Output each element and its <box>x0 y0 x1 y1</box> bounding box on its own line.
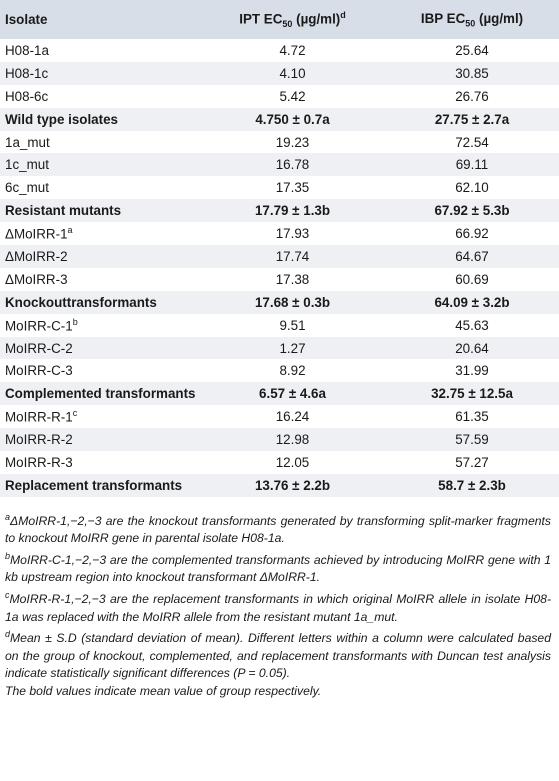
isolate-name: Complemented transformants <box>5 386 196 402</box>
cell-ipt-ec50: 5.42 <box>279 88 306 104</box>
header-ipt <box>200 0 385 39</box>
cell-isolate <box>0 451 200 474</box>
cell-ibp-ec50: 32.75 ± 12.5a <box>431 386 513 402</box>
footnote-mark: a <box>5 511 11 522</box>
cell-isolate <box>0 291 200 314</box>
footnote <box>5 683 551 701</box>
table-row <box>0 222 559 245</box>
cell-ipt-ec50: 1.27 <box>279 340 306 356</box>
cell-isolate <box>0 222 200 245</box>
table-row <box>0 245 559 268</box>
cell-isolate <box>0 199 200 222</box>
table-row <box>0 85 559 108</box>
cell-ipt-ec50: 17.74 <box>275 248 310 264</box>
footnote-mark: b <box>5 550 11 561</box>
cell-ipt-ec50: 12.98 <box>275 432 310 448</box>
table-row <box>0 451 559 474</box>
isolate-name: 1c_mut <box>5 157 49 173</box>
footnote <box>5 587 551 626</box>
cell-ibp-ec50: 69.11 <box>455 157 489 173</box>
cell-ipt-ec50: 12.05 <box>275 454 310 470</box>
footnote-mark: c <box>5 589 10 600</box>
cell-ibp-ec50: 72.54 <box>455 134 489 150</box>
cell-isolate <box>0 474 200 497</box>
isolate-name: MoIRR-R-3 <box>5 454 73 470</box>
cell-ibp-ec50: 61.35 <box>455 409 489 425</box>
cell-isolate <box>0 108 200 131</box>
table-row <box>0 428 559 451</box>
cell-ipt-ec50: 4.10 <box>279 65 306 81</box>
isolate-name: MoIRR-C-3 <box>5 363 73 379</box>
cell-isolate <box>0 131 200 154</box>
table-row <box>0 62 559 85</box>
table-row <box>0 131 559 154</box>
header-ibp <box>385 0 559 39</box>
header-ibp-unit: (µg/ml) <box>475 10 524 26</box>
table-row <box>0 337 559 360</box>
cell-isolate <box>0 359 200 382</box>
isolate-name: Resistant mutants <box>5 203 122 219</box>
footnote-text: MoIRR-C-1,−2,−3 are the complemented transformants achieved by introducing MoIRR gene with 1 kb upstream region into knockout transformant ΔMoIRR-1. <box>5 552 551 585</box>
table-row <box>0 153 559 176</box>
cell-ibp-ec50: 64.67 <box>455 248 489 264</box>
cell-isolate <box>0 85 200 108</box>
cell-isolate <box>0 428 200 451</box>
isolate-name: MoIRR-C-1 <box>5 318 73 334</box>
cell-ibp-ec50: 31.99 <box>455 363 489 379</box>
cell-ipt-ec50: 6.57 ± 4.6a <box>259 386 326 402</box>
cell-ipt-ec50: 17.68 ± 0.3b <box>254 294 331 310</box>
isolate-name: MoIRR-R-2 <box>5 432 73 448</box>
cell-ibp-ec50: 66.92 <box>455 226 489 242</box>
header-ipt-sub: 50 <box>282 19 293 30</box>
cell-ibp-ec50: 25.64 <box>455 42 489 58</box>
cell-ibp-ec50: 58.7 ± 2.3b <box>438 477 506 493</box>
isolate-name: MoIRR-R-1 <box>5 409 73 425</box>
cell-isolate <box>0 268 200 291</box>
isolate-name: Knockouttransformants <box>5 294 157 310</box>
footnote-text: Mean ± S.D (standard deviation of mean). Different letters within a column were calculated based on the group of knockout, complemented, and replacement transformants with Duncan test analysis indicate statistically significant differences (P = 0.05). <box>5 631 551 681</box>
cell-isolate <box>0 314 200 337</box>
footnote-text: MoIRR-R-1,−2,−3 are the replacement transformants in which original MoIRR allele in isolate H08-1a was replaced with the MoIRR allele from the resistant mutant 1a_mut. <box>5 592 551 624</box>
cell-ipt-ec50: 17.93 <box>275 226 310 242</box>
footnote-marker: b <box>72 316 78 327</box>
cell-ibp-ec50: 67.92 ± 5.3b <box>434 203 510 219</box>
isolate-name: ΔMoIRR-1 <box>5 226 68 242</box>
isolate-name: Replacement transformants <box>5 477 183 493</box>
cell-ipt-ec50: 17.38 <box>275 271 310 287</box>
cell-ibp-ec50: 26.76 <box>455 88 489 104</box>
table-row <box>0 405 559 428</box>
isolate-name: MoIRR-C-2 <box>5 340 73 356</box>
header-ipt-unit: (µg/ml) <box>292 11 341 27</box>
cell-ibp-ec50: 57.27 <box>455 454 489 470</box>
cell-isolate <box>0 62 200 85</box>
footnotes <box>0 497 559 700</box>
footnote <box>5 509 551 548</box>
isolate-name: H08-6c <box>5 88 49 104</box>
table-row <box>0 39 559 62</box>
isolate-name: 6c_mut <box>5 180 49 196</box>
isolate-name: ΔMoIRR-3 <box>5 271 68 287</box>
table-row <box>0 314 559 337</box>
cell-isolate <box>0 39 200 62</box>
cell-ibp-ec50: 45.63 <box>455 317 489 333</box>
footnote-text: ΔMoIRR-1,−2,−3 are the knockout transformants generated by transforming split-marker fragments to knockout MoIRR gene in parental isolate H08-1a. <box>5 513 551 546</box>
cell-ipt-ec50: 4.72 <box>279 42 306 58</box>
table-row-group-mean <box>0 291 559 314</box>
table-row-group-mean <box>0 108 559 131</box>
cell-isolate <box>0 337 200 360</box>
cell-isolate <box>0 405 200 428</box>
cell-ibp-ec50: 57.59 <box>455 432 489 448</box>
cell-ibp-ec50: 60.69 <box>455 271 489 287</box>
isolate-name: H08-1a <box>5 42 49 58</box>
cell-ibp-ec50: 64.09 ± 3.2b <box>434 294 510 310</box>
table-row <box>0 176 559 199</box>
cell-ibp-ec50: 62.10 <box>455 180 489 196</box>
cell-ipt-ec50: 8.92 <box>279 363 306 379</box>
header-ibp-label: IBP EC <box>420 10 466 26</box>
isolate-name: ΔMoIRR-2 <box>5 248 68 264</box>
table-row-group-mean <box>0 474 559 497</box>
cell-ipt-ec50: 19.23 <box>275 134 310 150</box>
footnote-marker: c <box>72 408 78 419</box>
cell-ibp-ec50: 20.64 <box>455 340 489 356</box>
cell-ibp-ec50: 27.75 ± 2.7a <box>434 111 510 127</box>
footnote-text: The bold values indicate mean value of group respectively. <box>5 683 322 698</box>
table-body <box>0 39 559 497</box>
table-row-group-mean <box>0 382 559 405</box>
isolate-name: 1a_mut <box>5 134 50 150</box>
footnote-marker: a <box>67 225 73 236</box>
isolate-name: H08-1c <box>5 65 49 81</box>
cell-ipt-ec50: 17.79 ± 1.3b <box>254 203 331 219</box>
table-header <box>0 0 559 39</box>
cell-isolate <box>0 176 200 199</box>
cell-ipt-ec50: 4.750 ± 0.7a <box>255 111 330 127</box>
cell-ipt-ec50: 13.76 ± 2.2b <box>254 477 331 493</box>
cell-ipt-ec50: 9.51 <box>279 317 306 333</box>
cell-ibp-ec50: 30.85 <box>455 65 489 81</box>
header-ipt-label: IPT EC <box>239 11 283 27</box>
header-isolate: Isolate <box>5 12 48 27</box>
isolate-name: Wild type isolates <box>5 111 118 127</box>
table-row <box>0 359 559 382</box>
footnote <box>5 548 551 587</box>
cell-isolate <box>0 153 200 176</box>
cell-isolate <box>0 382 200 405</box>
table-row-group-mean <box>0 199 559 222</box>
table-row <box>0 268 559 291</box>
cell-ipt-ec50: 16.24 <box>275 409 310 425</box>
cell-ipt-ec50: 17.35 <box>275 180 310 196</box>
header-ibp-sub: 50 <box>465 18 476 29</box>
footnote-mark: d <box>5 629 11 639</box>
header-ipt-sup: d <box>340 9 346 20</box>
cell-isolate <box>0 245 200 268</box>
footnote <box>5 626 551 683</box>
header-row <box>0 0 559 39</box>
cell-ipt-ec50: 16.78 <box>275 157 310 173</box>
